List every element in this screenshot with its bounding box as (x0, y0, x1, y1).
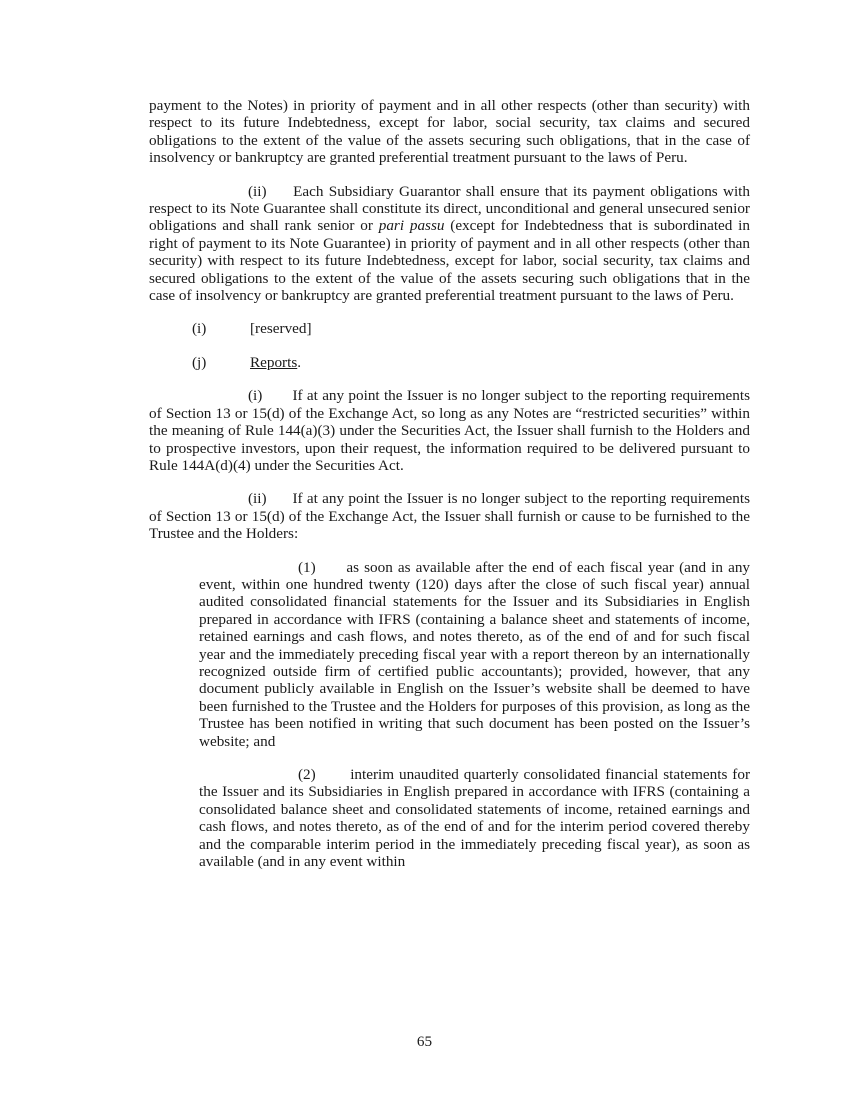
paragraph-reports-ii (149, 490, 750, 542)
clause-number: (i) (248, 387, 263, 405)
clause-text-before: Each Subsidiary Guarantor shall ensure that its payment obligations with respect to its Note Guarantee shall constitute its direct, unconditional and general unsecured senior obligations and shall rank senior or (149, 182, 750, 235)
document-page (149, 97, 750, 886)
section-label: Reports (250, 353, 298, 371)
paragraph-continuation: payment to the Notes) in priority of payment and in all other respects (other than security) with respect to its future Indebtedness, except for labor, social security, tax claims and secured obligations to the extent of the value of the assets securing such obligations, that in the case of insolvency or bankruptcy are granted preferential treatment pursuant to the laws of Peru. (149, 97, 750, 167)
paragraph-item-1 (199, 559, 750, 750)
clause-number: (ii) (248, 182, 267, 200)
clause-text-after: (except for Indebtedness that is subordinated in right of payment to its Note Guarantee) in priority of payment and in all other respects (other than security) with respect to its future Indebtedness, except for labor, social security, tax claims and secured obligations to the extent of the value of the assets securing such obligations that in the case of insolvency or bankruptcy are granted preferential treatment pursuant to the laws of Peru. (149, 217, 750, 305)
page-number: 65 (416, 1033, 433, 1050)
section-heading-reserved (192, 320, 750, 337)
item-number: (1) (298, 558, 316, 576)
paragraph-reports-i (149, 387, 750, 474)
clause-number: (ii) (248, 490, 267, 508)
clause-text: If at any point the Issuer is no longer subject to the reporting requirements of Section 13 or 15(d) of the Exchange Act, the Issuer shall furnish or cause to be furnished to the Trustee and the Holders: (149, 490, 750, 543)
section-heading-reports (192, 354, 750, 371)
section-label-suffix: . (297, 353, 302, 371)
clause-text: If at any point the Issuer is no longer subject to the reporting requirements of Section 13 or 15(d) of the Exchange Act, so long as any Notes are “restricted securities” within the meaning of Rule 144(a)(3) under the Securities Act, the Issuer shall furnish to the Holders and to prospective investors, upon their request, the information required to be delivered pursuant to Rule 144A(d)(4) under the Securities Act. (149, 387, 750, 474)
section-number: (i) (192, 320, 207, 338)
paragraph-item-2 (199, 766, 750, 870)
section-label: [reserved] (250, 320, 312, 338)
item-text: as soon as available after the end of each fiscal year (and in any event, within one hundred twenty (120) days after the close of such fiscal year) annual audited consolidated financial statements for the Issuer and its Subsidiaries in English prepared in accordance with IFRS (containing a balance sheet and statements of income, retained earnings and cash flows, and notes thereto, as of the end of and for such fiscal year and the immediately preceding fiscal year with a report thereon by an internationally recognized outside firm of certified public accountants); provided, however, that any document publicly available in English on the Issuer’s website shall be deemed to have been furnished to the Trustee and the Holders for purposes of this provision, as long as the Trustee has been notified in writing that such document has been posted on the Issuer’s website; and (199, 558, 751, 750)
clause-italic-term: pari passu (378, 217, 445, 235)
item-number: (2) (298, 766, 316, 783)
section-number: (j) (192, 353, 207, 371)
paragraph-guarantor-obligations (149, 183, 750, 305)
item-text: interim unaudited quarterly consolidated financial statements for the Issuer and its Subsidiaries in English prepared in accordance with IFRS (containing a consolidated balance sheet and consolidated statements of income, retained earnings and cash flows, and notes thereto, as of the end of and for the interim period covered thereby and the comparable interim period in the immediately preceding fiscal year), as soon as available (and in any event within (199, 766, 751, 871)
